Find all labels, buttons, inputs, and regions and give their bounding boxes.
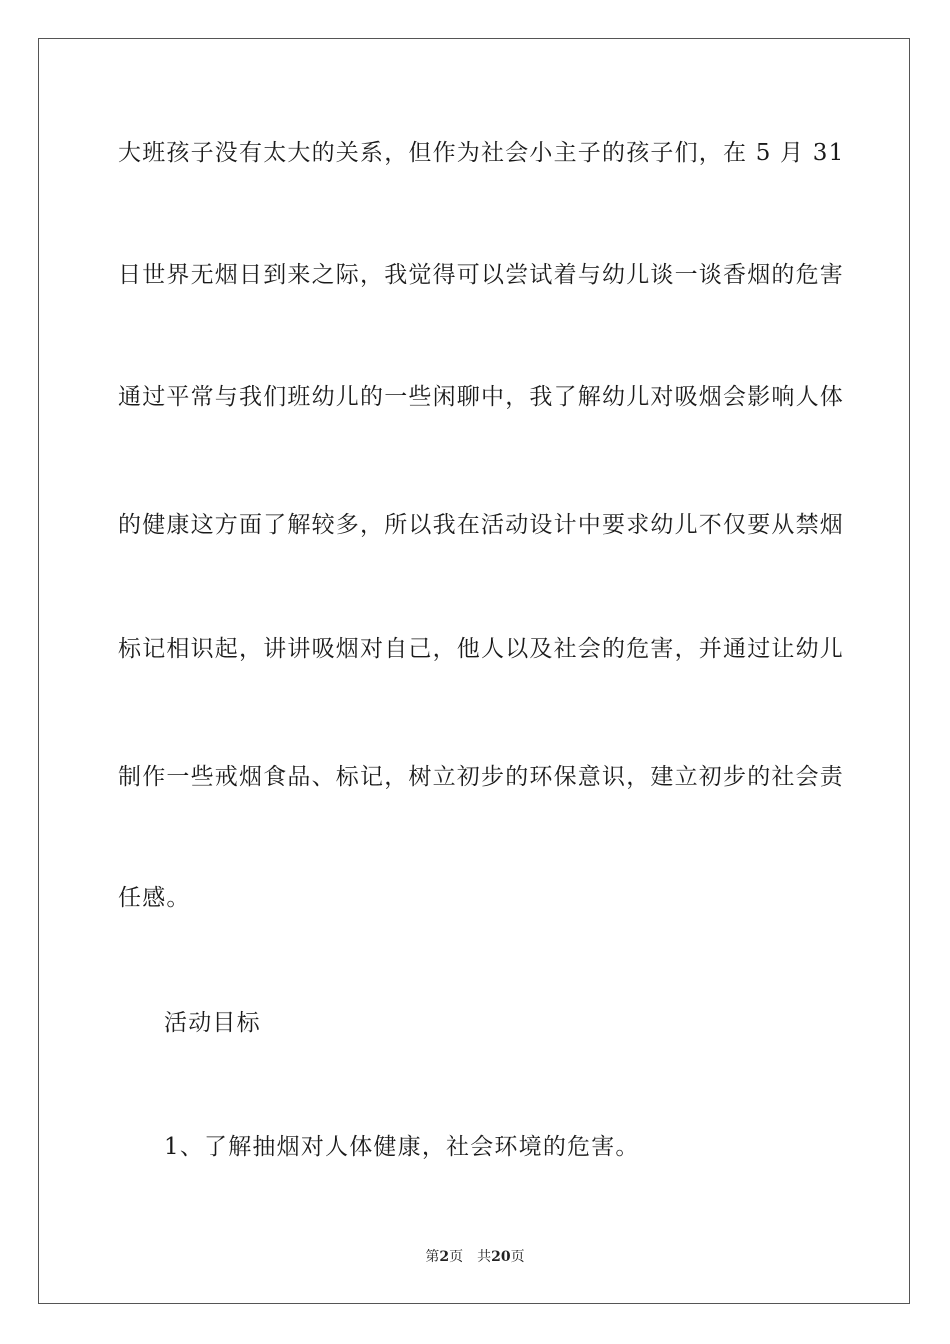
body-text-line-1: 大班孩子没有太大的关系，但作为社会小主子的孩子们，在 5 月 31 [118, 140, 845, 166]
page-footer [0, 1248, 950, 1266]
body-text-line-4: 的健康这方面了解较多，所以我在活动设计中要求幼儿不仅要从禁烟 [118, 512, 844, 538]
body-text-line-5: 标记相识起，讲讲吸烟对自己，他人以及社会的危害，并通过让幼儿 [118, 636, 844, 662]
body-text-line-7: 任感。 [118, 885, 191, 911]
footer-total-pages: 20 [491, 1249, 511, 1265]
footer-page-prefix: 第 [425, 1249, 440, 1265]
goal-item-1: 1、了解抽烟对人体健康，社会环境的危害。 [164, 1134, 640, 1160]
footer-page-number: 2 [439, 1249, 450, 1265]
footer-total-suffix: 页 [510, 1249, 525, 1265]
body-text-line-3: 通过平常与我们班幼儿的一些闲聊中，我了解幼儿对吸烟会影响人体 [118, 384, 844, 410]
body-text-line-2: 日世界无烟日到来之际，我觉得可以尝试着与幼儿谈一谈香烟的危害 [118, 262, 844, 288]
body-text-line-6: 制作一些戒烟食品、标记，树立初步的环保意识，建立初步的社会责 [118, 764, 844, 790]
section-heading: 活动目标 [164, 1010, 261, 1036]
footer-page-suffix: 页 [449, 1249, 464, 1265]
footer-total-prefix: 共 [477, 1249, 492, 1265]
page-border [38, 38, 910, 1304]
